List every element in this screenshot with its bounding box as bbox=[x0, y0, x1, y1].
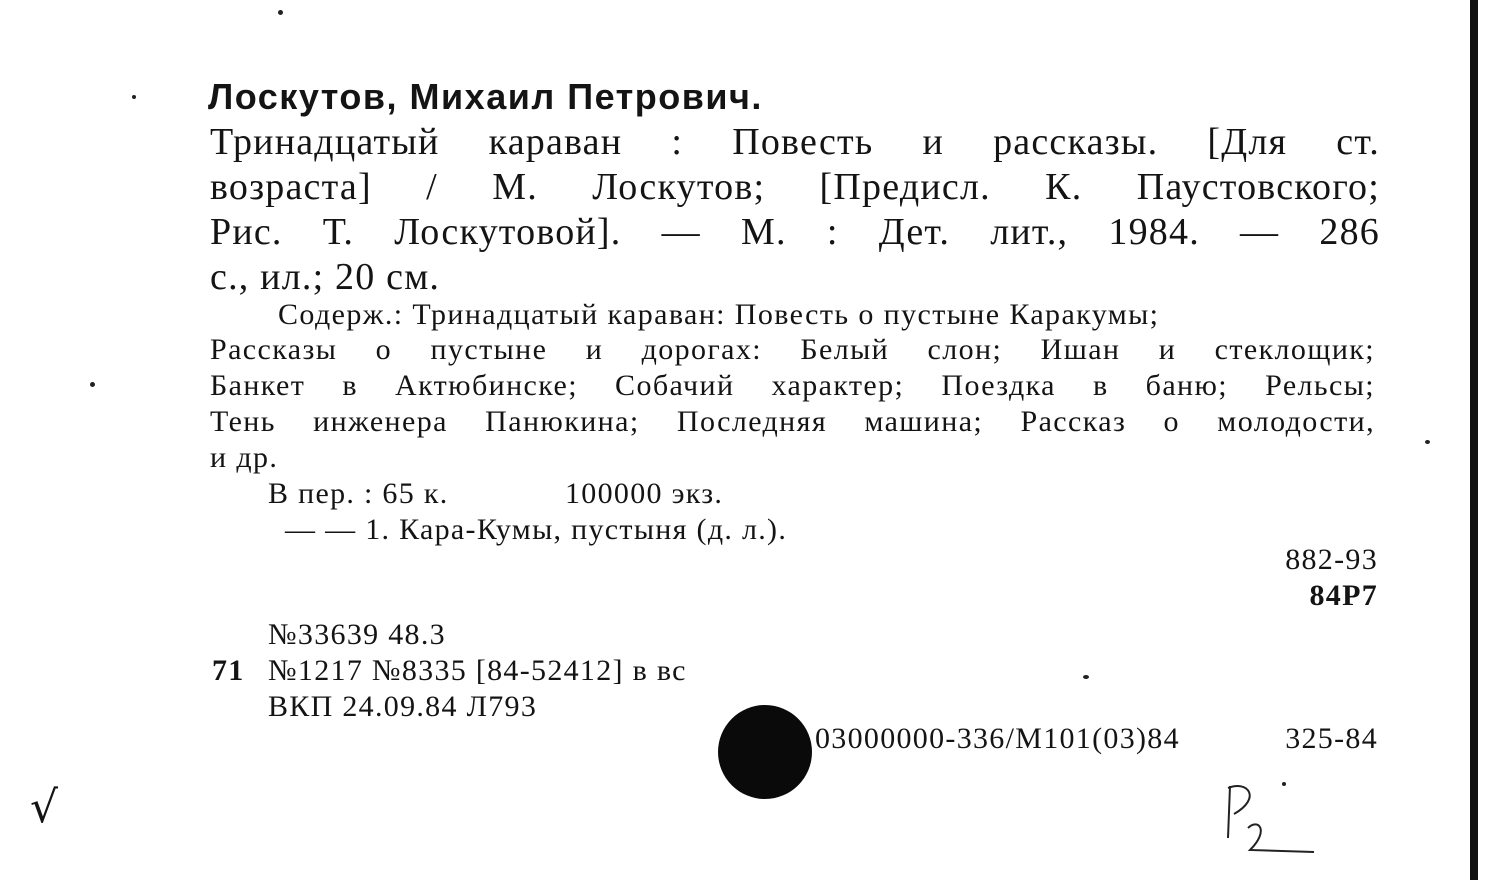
print-run: 100000 экз. bbox=[565, 477, 724, 510]
speck bbox=[90, 382, 95, 387]
vkp-line: ВКП 24.09.84 Л793 bbox=[268, 690, 538, 723]
contents-line: Тень инженера Панюкина; Последняя машина; Рассказ о молодости, bbox=[210, 405, 1375, 438]
punch-hole bbox=[718, 705, 812, 799]
bbk-code: 03000000-336/М101(03)84 bbox=[815, 722, 1180, 755]
speck bbox=[1083, 675, 1089, 679]
author-heading: Лоскутов, Михаил Петрович. bbox=[208, 76, 763, 117]
left-number: 71 bbox=[212, 654, 245, 687]
speck bbox=[1282, 782, 1286, 786]
contents-line: Рассказы о пустыне и дорогах: Белый слон; Ишан и стеклощик; bbox=[210, 333, 1375, 366]
author-mark: 84Р7 bbox=[1309, 579, 1378, 612]
title-line: Рис. Т. Лоскутовой]. — М. : Дет. лит., 1984. — 286 bbox=[210, 211, 1380, 253]
title-line: возраста] / М. Лоскутов; [Предисл. К. Паустовского; bbox=[210, 166, 1380, 208]
contents-line: и др. bbox=[210, 441, 279, 474]
contents-line: Банкет в Актюбинске; Собачий характер; Поездка в баню; Рельсы; bbox=[210, 369, 1375, 402]
card-number: 325-84 bbox=[1285, 722, 1378, 755]
handwritten-mark bbox=[1218, 780, 1318, 860]
speck bbox=[132, 95, 136, 99]
title-line: с., ил.; 20 см. bbox=[210, 256, 441, 298]
price: В пер. : 65 к. bbox=[268, 477, 449, 510]
number-line: №1217 №8335 [84-52412] в вс bbox=[268, 654, 687, 687]
subject-heading: — — 1. Кара-Кумы, пустыня (д. л.). bbox=[285, 513, 788, 546]
speck bbox=[1425, 440, 1430, 444]
class-code: 882-93 bbox=[1285, 543, 1378, 576]
order-line: №33639 48.3 bbox=[268, 618, 446, 651]
speck bbox=[278, 10, 283, 15]
contents-line: Содерж.: Тринадцатый караван: Повесть о пустыне Каракумы; bbox=[278, 298, 1160, 331]
title-line: Тринадцатый караван : Повесть и рассказы. [Для ст. bbox=[210, 121, 1380, 163]
card-edge bbox=[1470, 0, 1478, 880]
check-mark: √ bbox=[30, 782, 59, 833]
